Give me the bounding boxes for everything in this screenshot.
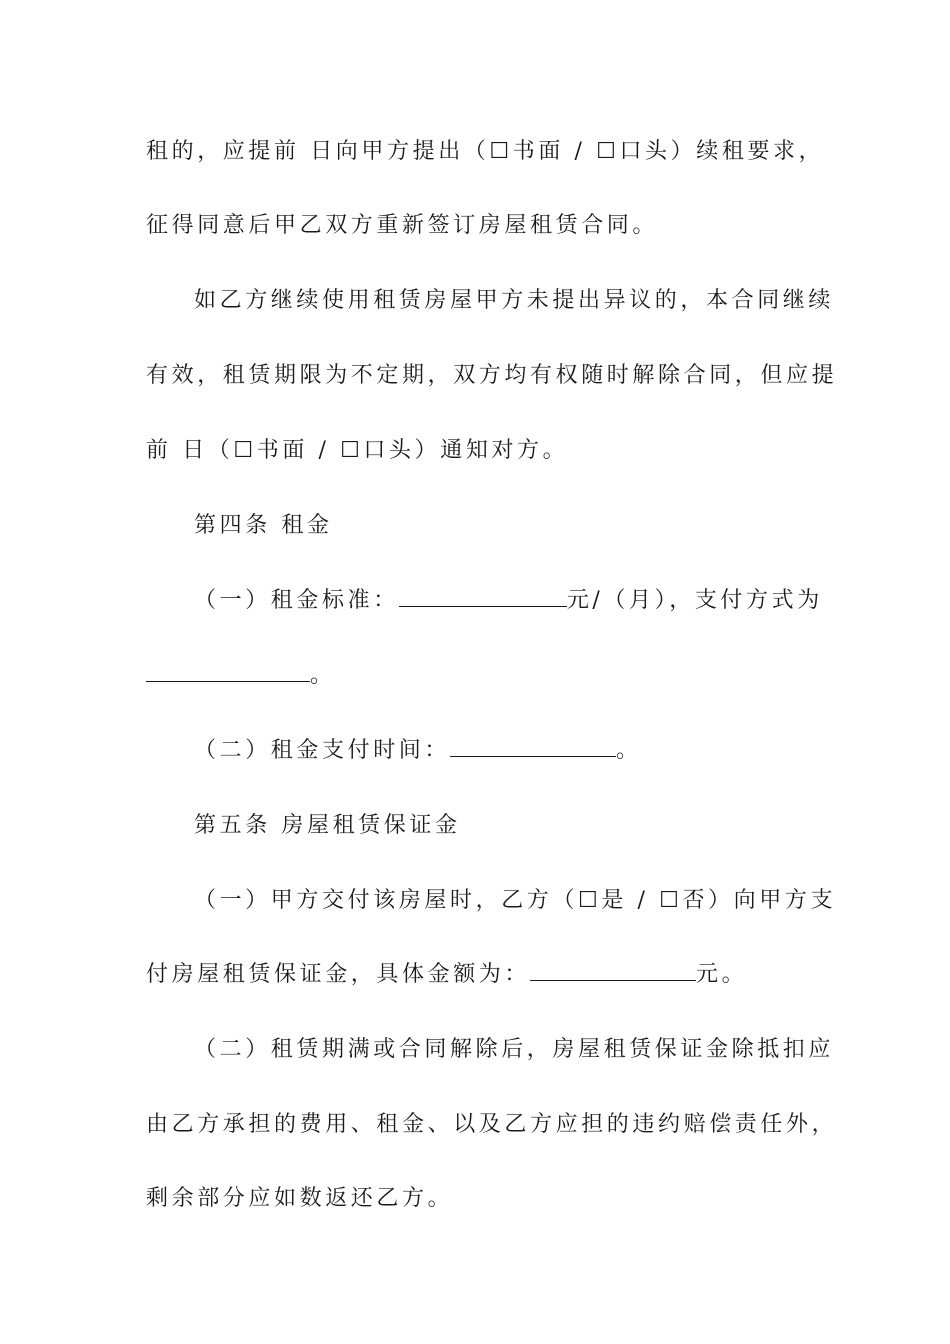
line-text: 前 日（☐书面 / ☐口头）通知对方。 [146, 438, 569, 463]
line-text: 。 [616, 738, 642, 763]
line-text: 由乙方承担的费用、租金、以及乙方应担的违约赔偿责任外， [146, 1112, 838, 1137]
line-text: 付房屋租赁保证金，具体金额为： [146, 962, 531, 987]
paragraph-line [194, 736, 806, 766]
line-text: （一）甲方交付该房屋时，乙方（☐是 / ☐否）向甲方支 [194, 888, 837, 913]
paragraph-line [146, 1110, 838, 1140]
paragraph-line [194, 586, 823, 616]
line-text: 征得同意后甲乙双方重新签订房屋租赁合同。 [146, 213, 659, 238]
line-text: 租的，应提前 日向甲方提出（☐书面 / ☐口头）续租要求， [146, 139, 825, 164]
rent-amount-blank [399, 586, 567, 607]
paragraph-line [146, 436, 806, 466]
deposit-amount-blank [530, 960, 696, 981]
paragraph-line [146, 137, 825, 167]
payment-time-blank [450, 736, 616, 757]
paragraph-line [146, 1184, 806, 1214]
paragraph-line [146, 211, 806, 241]
paragraph-line [146, 661, 806, 691]
line-text: 如乙方继续使用租赁房屋甲方未提出异议的，本合同继续 [194, 288, 835, 313]
line-text: 。 [310, 663, 336, 688]
paragraph-line [194, 1035, 835, 1065]
paragraph-line [194, 886, 837, 916]
line-text: 元/（月），支付方式为 [566, 588, 823, 613]
line-text: （二）租赁期满或合同解除后，房屋租赁保证金除抵扣应 [194, 1037, 835, 1062]
line-text: 剩余部分应如数返还乙方。 [146, 1186, 454, 1211]
line-text: 元。 [696, 962, 748, 987]
payment-method-blank [146, 661, 310, 682]
article-heading [194, 511, 806, 541]
paragraph-line [146, 361, 838, 391]
paragraph-line [194, 286, 835, 316]
paragraph-line [146, 960, 806, 990]
article-4-title: 第四条 租金 [194, 513, 333, 538]
article-heading [194, 811, 806, 841]
line-text: 有效，租赁期限为不定期，双方均有权随时解除合同，但应提 [146, 363, 838, 388]
line-text: （一）租金标准： [194, 588, 399, 613]
line-text: （二）租金支付时间： [194, 738, 451, 763]
article-5-title: 第五条 房屋租赁保证金 [194, 813, 461, 838]
